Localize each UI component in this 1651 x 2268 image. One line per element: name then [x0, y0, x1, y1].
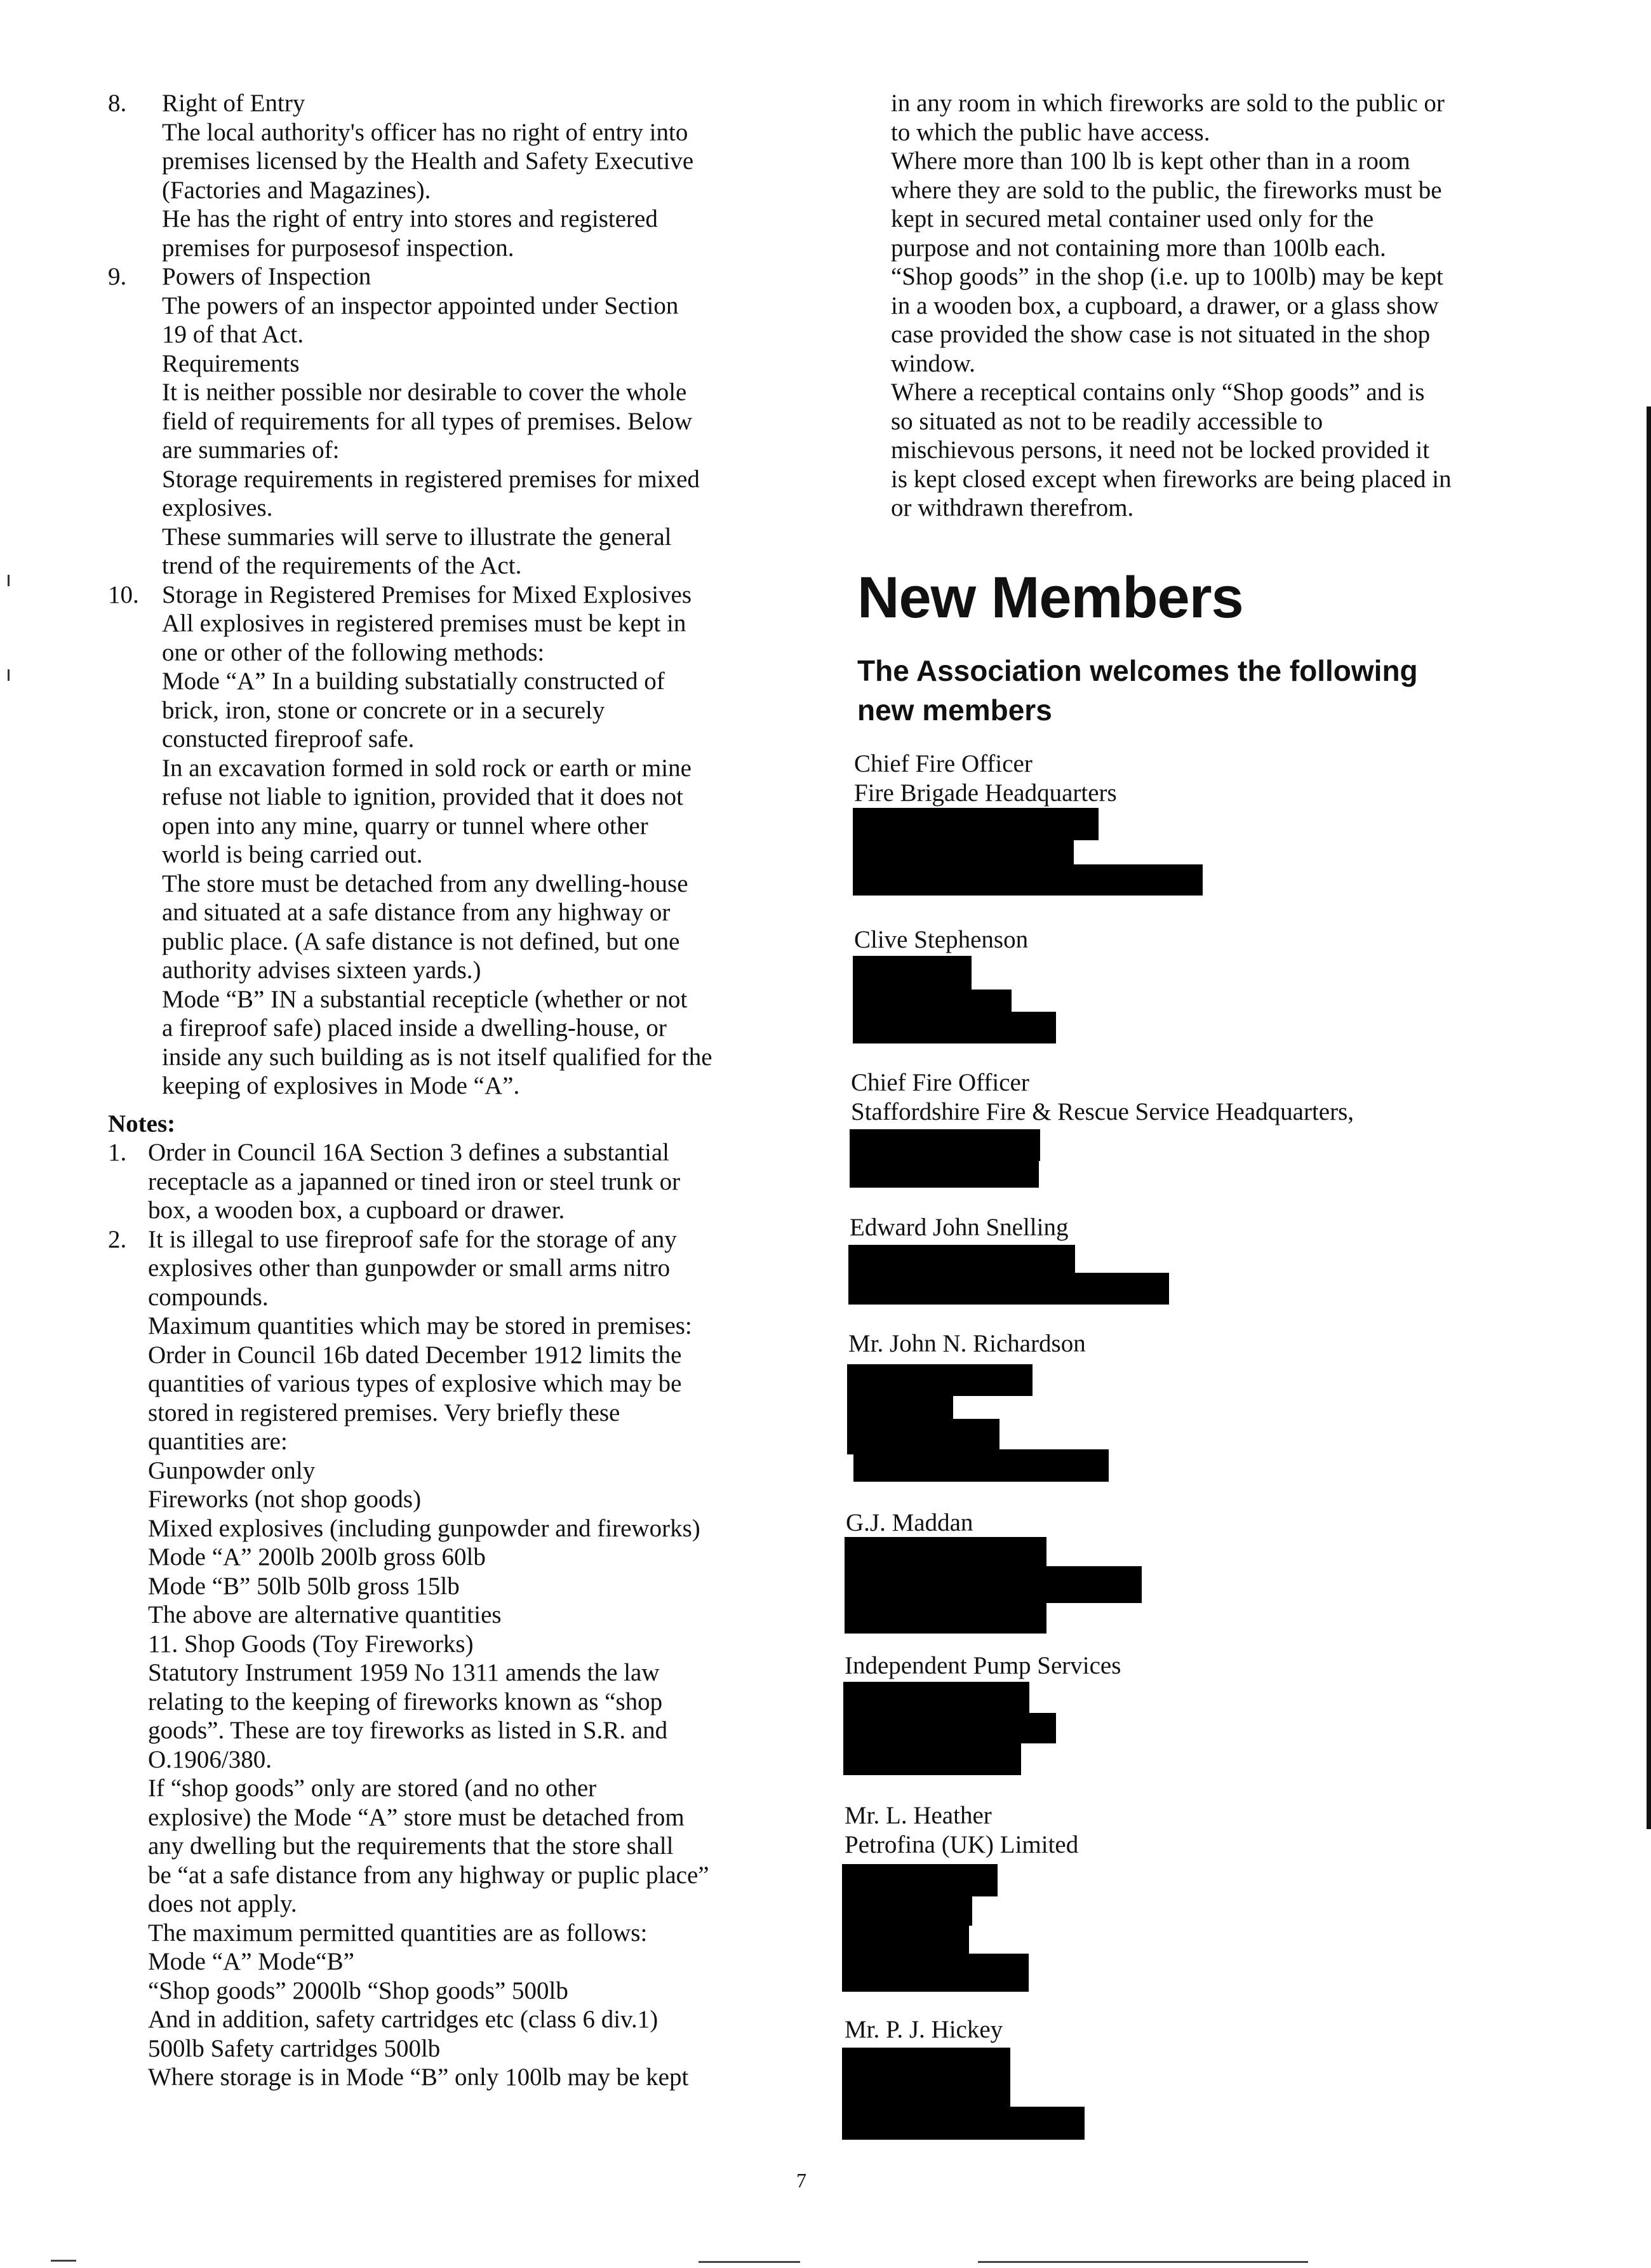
- redaction-block: [848, 1273, 1169, 1305]
- text-line: Mode “A” Mode“B”: [148, 1948, 354, 1975]
- text-line: so situated as not to be readily accessible to: [891, 407, 1323, 435]
- text-line: All explosives in registered premises must be kept in: [162, 610, 686, 637]
- text-line: goods”. These are toy fireworks as listed in S.R. and: [148, 1717, 668, 1744]
- text-line: It is neither possible nor desirable to cover the whole: [162, 379, 687, 406]
- redaction-block: [842, 2107, 1085, 2140]
- section-number: 8.: [108, 90, 127, 117]
- text-line: is kept closed except when fireworks are being placed in: [891, 465, 1452, 493]
- text-line: are summaries of:: [162, 436, 340, 464]
- new-members-title: New Members: [857, 565, 1243, 630]
- member-entry: [854, 749, 1117, 807]
- text-line: Mixed explosives (including gunpowder and fireworks): [148, 1514, 700, 1542]
- section-number: 10.: [108, 580, 139, 608]
- member-entry: [851, 1068, 1354, 1126]
- text-line: kept in secured metal container used only for the: [891, 205, 1374, 232]
- redaction-block: [853, 956, 972, 990]
- note-body: [148, 1225, 781, 2092]
- text-line: open into any mine, quarry or tunnel where other: [162, 812, 648, 840]
- member-lines: [845, 1651, 1121, 1681]
- redaction-block: [847, 1449, 1109, 1482]
- text-line: Mode “B” IN a substantial recepticle (whether or not: [162, 985, 688, 1013]
- redaction-block: [850, 1129, 1040, 1161]
- scan-mark: [8, 575, 10, 586]
- text-line: stored in registered premises. Very briefly these: [148, 1399, 620, 1426]
- text-line: explosive) the Mode “A” store must be detached from: [148, 1803, 685, 1831]
- text-line: And in addition, safety cartridges etc (class 6 div.1): [148, 2006, 658, 2033]
- member-entry: [854, 925, 1028, 955]
- text-line: Independent Pump Services: [845, 1652, 1121, 1679]
- note-1: [108, 1138, 781, 1225]
- text-line: public place. (A safe distance is not defined, but one: [162, 927, 680, 955]
- text-line: premises for purposesof inspection.: [162, 234, 514, 262]
- scan-mark: [51, 2260, 76, 2262]
- text-line: 11. Shop Goods (Toy Fireworks): [148, 1630, 474, 1658]
- text-line: any dwelling but the requirements that the store shall: [148, 1832, 674, 1860]
- redaction-block: [847, 1364, 1033, 1396]
- continuation-text: [845, 89, 1562, 523]
- member-entry: [848, 1329, 1086, 1359]
- text-line: Where storage is in Mode “B” only 100lb may be kept: [148, 2063, 689, 2091]
- text-line: premises licensed by the Health and Safety Executive: [162, 147, 694, 175]
- member-entry: [850, 1213, 1068, 1242]
- redaction-block: [853, 990, 1012, 1012]
- text-line: Requirements: [162, 349, 300, 377]
- text-line: in a wooden box, a cupboard, a drawer, or a glass show: [891, 292, 1439, 319]
- redaction-block: [842, 1924, 969, 1954]
- member-lines: [846, 1508, 973, 1538]
- text-line: In an excavation formed in sold rock or earth or mine: [162, 754, 692, 782]
- redaction-block: [843, 1682, 1029, 1714]
- text-line: Fireworks (not shop goods): [148, 1486, 422, 1513]
- member-lines: [850, 1213, 1068, 1242]
- text-line: He has the right of entry into stores and registered: [162, 205, 658, 232]
- section-9-powers-of-inspection: [108, 262, 781, 580]
- redaction-block: [847, 1395, 953, 1420]
- text-line: relating to the keeping of fireworks known as “shop: [148, 1688, 663, 1715]
- redaction-block: [847, 1419, 999, 1451]
- text-line: If “shop goods” only are stored (and no other: [148, 1775, 597, 1802]
- text-line: receptacle as a japanned or tined iron or steel trunk or: [148, 1167, 681, 1195]
- text-line: Edward John Snelling: [850, 1214, 1069, 1241]
- member-lines: [854, 925, 1028, 955]
- text-line: Where a receptical contains only “Shop goods” and is: [891, 379, 1425, 406]
- text-line: Powers of Inspection: [162, 263, 371, 290]
- text-line: Statutory Instrument 1959 No 1311 amends the law: [148, 1659, 660, 1686]
- text-line: quantities are:: [148, 1428, 288, 1455]
- redaction-block: [853, 838, 1074, 866]
- text-line: inside any such building as is not itself qualified for the: [162, 1043, 712, 1071]
- text-line: Mode “B” 50lb 50lb gross 15lb: [148, 1572, 460, 1600]
- text-line: a fireproof safe) placed inside a dwelling-house, or: [162, 1014, 667, 1042]
- notes-heading: Notes:: [108, 1110, 176, 1137]
- redaction-block: [853, 808, 1099, 840]
- redaction-block: [845, 1537, 1046, 1634]
- text-line: quantities of various types of explosive which may be: [148, 1370, 682, 1397]
- text-line: Order in Council 16A Section 3 defines a substantial: [148, 1139, 670, 1166]
- text-line: The maximum permitted quantities are as follows:: [148, 1919, 648, 1947]
- text-line: (Factories and Magazines).: [162, 176, 431, 204]
- redaction-block: [853, 864, 1203, 896]
- member-entry: [845, 1801, 1078, 1859]
- text-line: authority advises sixteen yards.): [162, 956, 481, 984]
- text-line: The powers of an inspector appointed under Section: [162, 292, 679, 319]
- text-line: The local authority's officer has no right of entry into: [162, 118, 688, 146]
- page-number: 7: [796, 2169, 806, 2192]
- text-line: 500lb Safety cartridges 500lb: [148, 2034, 441, 2062]
- text-line: in any room in which fireworks are sold to the public or: [891, 90, 1445, 117]
- text-line: explosives.: [162, 494, 273, 521]
- text-line: G.J. Maddan: [846, 1509, 973, 1536]
- text-line: Chief Fire Officer: [854, 750, 1033, 777]
- redaction-block: [842, 2079, 1010, 2108]
- scan-mark: [978, 2261, 1308, 2263]
- redaction-block: [1045, 1566, 1142, 1603]
- section-8-right-of-entry: [108, 89, 781, 262]
- redaction-gap: [847, 1454, 853, 1482]
- text-line: Storage in Registered Premises for Mixed Explosives: [162, 580, 692, 608]
- text-line: Staffordshire Fire & Rescue Service Headquarters,: [851, 1097, 1354, 1125]
- text-line: one or other of the following methods:: [162, 638, 545, 666]
- text-line: Maximum quantities which may be stored in premises:: [148, 1312, 692, 1339]
- text-line: explosives other than gunpowder or small arms nitro: [148, 1254, 671, 1282]
- text-line: 19 of that Act.: [162, 321, 304, 348]
- text-line: Gunpowder only: [148, 1456, 316, 1484]
- member-lines: [845, 2015, 1003, 2044]
- scan-edge-line: [1647, 406, 1651, 1829]
- section-body: [162, 580, 781, 1101]
- member-entry: [845, 2015, 1003, 2044]
- text-line: Mode “A” 200lb 200lb gross 60lb: [148, 1543, 486, 1571]
- text-line: “Shop goods” in the shop (i.e. up to 100lb) may be kept: [891, 263, 1443, 290]
- new-members-subtitle: The Association welcomes the following new members: [857, 654, 1418, 727]
- text-line: Fire Brigade Headquarters: [854, 779, 1117, 807]
- text-line: Right of Entry: [162, 90, 305, 117]
- text-line: Chief Fire Officer: [851, 1069, 1029, 1096]
- section-body: [162, 262, 781, 580]
- text-line: It is illegal to use fireproof safe for the storage of any: [148, 1225, 677, 1253]
- text-line: or withdrawn therefrom.: [891, 494, 1134, 521]
- note-number: 1.: [108, 1139, 127, 1166]
- member-lines: [848, 1329, 1086, 1359]
- scan-mark: [8, 669, 10, 681]
- text-line: does not apply.: [148, 1890, 297, 1917]
- text-line: case provided the show case is not situated in the shop: [891, 321, 1431, 348]
- scan-mark: [698, 2261, 800, 2263]
- text-line: window.: [891, 349, 975, 377]
- text-line: mischievous persons, it need not be locked provided it: [891, 436, 1430, 464]
- text-line: O.1906/380.: [148, 1745, 272, 1773]
- text-line: Where more than 100 lb is kept other than in a room: [891, 147, 1410, 175]
- text-line: where they are sold to the public, the fireworks must be: [891, 176, 1442, 204]
- note-2: [108, 1225, 781, 2092]
- text-line: These summaries will serve to illustrate the general: [162, 523, 672, 551]
- text-line: Mode “A” In a building substatially constructed of: [162, 668, 665, 695]
- text-line: Mr. P. J. Hickey: [845, 2016, 1003, 2043]
- redaction-block: [843, 1742, 1021, 1775]
- text-line: Storage requirements in registered premises for mixed: [162, 465, 700, 493]
- text-line: constucted fireproof safe.: [162, 725, 415, 753]
- text-line: and situated at a safe distance from any highway or: [162, 899, 671, 926]
- redaction-block: [850, 1160, 1039, 1188]
- redaction-block: [848, 1245, 1075, 1275]
- text-line: Mr. John N. Richardson: [848, 1330, 1086, 1357]
- note-number: 2.: [108, 1225, 127, 1253]
- text-line: refuse not liable to ignition, provided that it does not: [162, 783, 684, 810]
- text-line: keeping of explosives in Mode “A”.: [162, 1072, 520, 1099]
- redaction-block: [843, 1713, 1056, 1743]
- text-line: be “at a safe distance from any highway or puplic place”: [148, 1861, 709, 1889]
- member-lines: [854, 749, 1117, 807]
- text-line: Mr. L. Heather: [845, 1802, 992, 1829]
- text-line: world is being carried out.: [162, 841, 423, 868]
- redaction-block: [842, 1864, 998, 1896]
- text-line: Petrofina (UK) Limited: [845, 1830, 1079, 1858]
- redaction-block: [842, 1954, 1029, 1992]
- text-line: The above are alternative quantities: [148, 1601, 502, 1628]
- member-entry: [845, 1651, 1121, 1681]
- text-line: field of requirements for all types of premises. Below: [162, 407, 693, 435]
- section-number: 9.: [108, 263, 127, 290]
- text-line: to which the public have access.: [891, 118, 1210, 146]
- text-line: “Shop goods” 2000lb “Shop goods” 500lb: [148, 1976, 568, 2004]
- text-line: Order in Council 16b dated December 1912 limits the: [148, 1341, 682, 1369]
- text-line: The store must be detached from any dwelling-house: [162, 869, 688, 897]
- left-column: [108, 89, 781, 2092]
- member-entry: [846, 1508, 973, 1538]
- redaction-block: [842, 2048, 1010, 2080]
- text-line: compounds.: [148, 1283, 269, 1311]
- redaction-block: [842, 1895, 972, 1926]
- member-lines: [845, 1801, 1078, 1859]
- member-lines: [851, 1068, 1354, 1126]
- text-line: Clive Stephenson: [854, 926, 1029, 953]
- text-line: box, a wooden box, a cupboard or drawer.: [148, 1197, 565, 1224]
- right-column: [845, 89, 1562, 746]
- text-line: purpose and not containing more than 100lb each.: [891, 234, 1386, 262]
- section-body: [162, 89, 781, 262]
- text-line: trend of the requirements of the Act.: [162, 552, 522, 579]
- text-line: brick, iron, stone or concrete or in a securely: [162, 696, 605, 724]
- redaction-block: [853, 1012, 1056, 1043]
- note-body: [148, 1138, 781, 1225]
- section-10-storage: [108, 580, 781, 1101]
